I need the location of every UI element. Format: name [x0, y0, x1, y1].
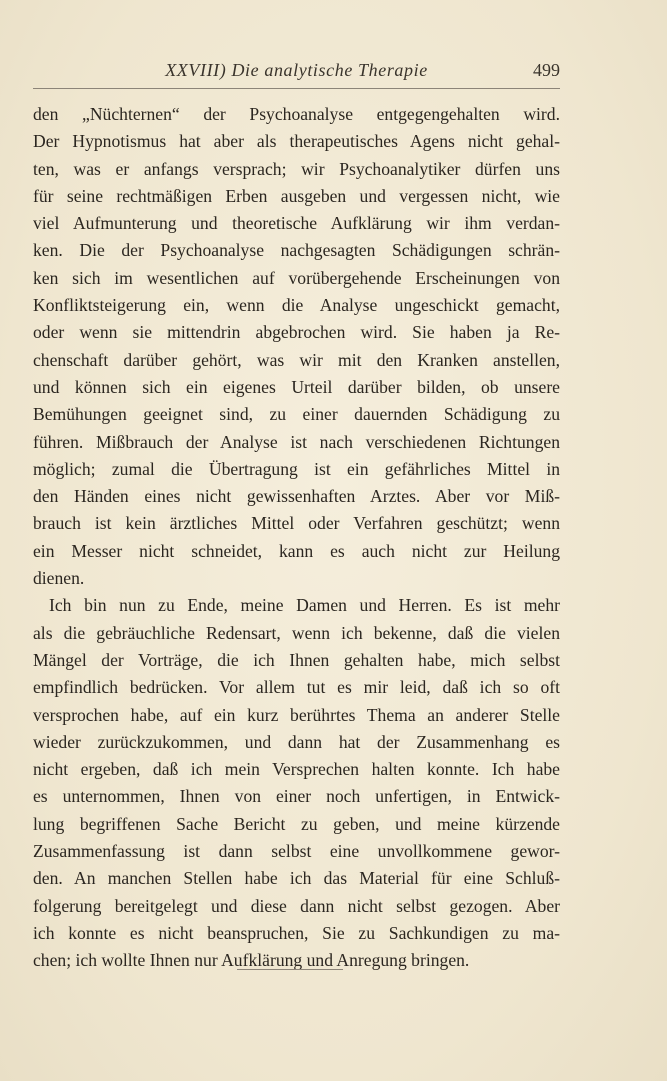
text-line: ken. Die der Psychoanalyse nachgesagten Schädigungen schrän-	[33, 240, 560, 261]
text-line: für seine rechtmäßigen Erben ausgeben und vergessen nicht, wie	[33, 185, 560, 206]
text-line: Der Hypnotismus hat aber als therapeutisches Agens nicht gehal-	[33, 131, 560, 152]
text-line: den. An manchen Stellen habe ich das Material für eine Schluß-	[33, 868, 560, 889]
text-line: ten, was er anfangs versprach; wir Psychoanalytiker dürfen uns	[33, 158, 560, 179]
text-line: empfindlich bedrücken. Vor allem tut es mir leid, daß ich so oft	[33, 677, 560, 698]
text-line: chen; ich wollte Ihnen nur Aufklärung und Anregung bringen.	[33, 950, 470, 971]
text-line: Konfliktsteigerung ein, wenn die Analyse ungeschickt gemacht,	[33, 295, 560, 316]
text-line: als die gebräuchliche Redensart, wenn ich bekenne, daß die vielen	[33, 622, 560, 643]
text-line: Zusammenfassung ist dann selbst eine unvollkommene gewor-	[33, 841, 560, 862]
text-line: nicht ergeben, daß ich mein Versprechen halten konnte. Ich habe	[33, 759, 560, 780]
text-line: es unternommen, Ihnen von einer noch unfertigen, in Entwick-	[33, 786, 560, 807]
text-line: lung begriffenen Sache Bericht zu geben, und meine kürzende	[33, 813, 560, 834]
text-line: dienen.	[33, 568, 85, 589]
paragraph	[33, 101, 560, 592]
text-line: oder wenn sie mittendrin abgebrochen wird. Sie haben ja Re-	[33, 322, 560, 343]
page-number: 499	[533, 60, 560, 80]
end-rule	[237, 969, 343, 970]
text-line: den Händen eines nicht gewissenhaften Arztes. Aber vor Miß-	[33, 486, 560, 507]
text-line: chenschaft darüber gehört, was wir mit den Kranken anstellen,	[33, 349, 560, 370]
paragraph	[33, 592, 560, 974]
text-line: brauch ist kein ärztliches Mittel oder Verfahren geschützt; wenn	[33, 513, 560, 534]
text-line: versprochen habe, auf ein kurz berührtes Thema an anderer Stelle	[33, 704, 560, 725]
running-head: XXVIII) Die analytische Therapie	[165, 60, 428, 80]
text-line: folgerung bereitgelegt und diese dann nicht selbst gezogen. Aber	[33, 895, 560, 916]
body-text	[33, 101, 560, 975]
text-line: wieder zurückzukommen, und dann hat der Zusammenhang es	[33, 731, 560, 752]
text-line: den „Nüchternen“ der Psychoanalyse entgegengehalten wird.	[33, 104, 560, 124]
text-line: viel Aufmunterung und theoretische Aufklärung wir ihm verdan-	[33, 213, 560, 234]
text-line: Bemühungen geeignet sind, zu einer dauernden Schädigung zu	[33, 404, 560, 425]
text-line: und können sich ein eigenes Urteil darüber bilden, ob unsere	[33, 376, 560, 397]
text-line: Ich bin nun zu Ende, meine Damen und Herren. Es ist mehr	[49, 595, 560, 616]
page-header	[33, 60, 560, 89]
text-line: möglich; zumal die Übertragung ist ein gefährliches Mittel in	[33, 458, 560, 479]
text-line: ein Messer nicht schneidet, kann es auch nicht zur Heilung	[33, 540, 560, 561]
text-line: Mängel der Vorträge, die ich Ihnen gehalten habe, mich selbst	[33, 649, 560, 670]
text-line: ken sich im wesentlichen auf vorübergehende Erscheinungen von	[33, 267, 560, 288]
text-line: ich konnte es nicht beanspruchen, Sie zu Sachkundigen zu ma-	[33, 922, 560, 943]
text-line: führen. Mißbrauch der Analyse ist nach verschiedenen Richtungen	[33, 431, 560, 452]
